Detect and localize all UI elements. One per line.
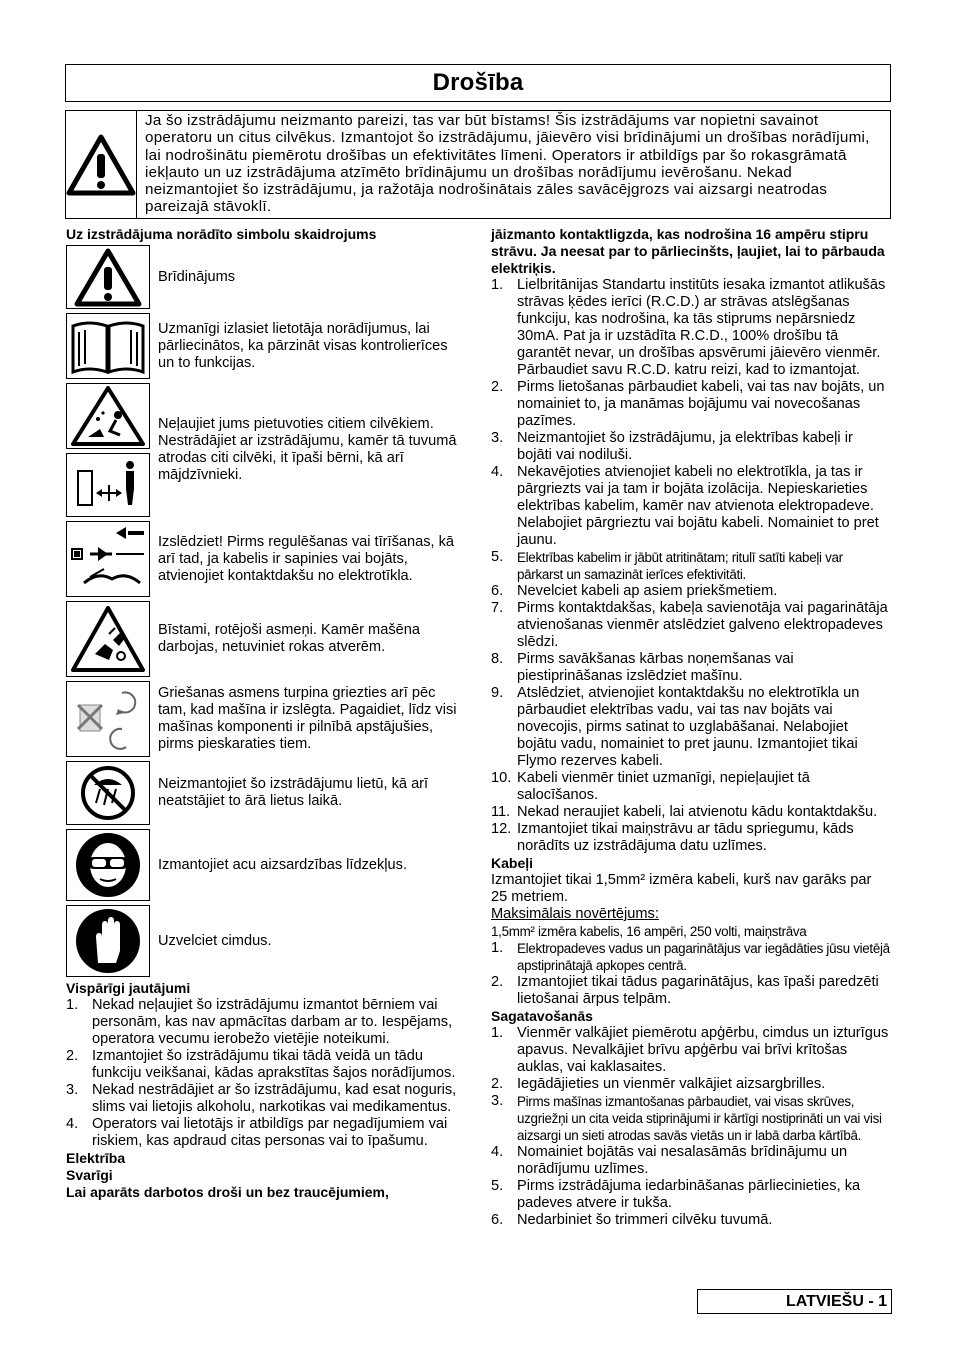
list-item: 3. Neizmantojiet šo izstrādājumu, ja elektrības kabeļi ir bojāti vai nodiluši.: [491, 430, 853, 463]
warning-triangle-icon: [66, 111, 137, 218]
symbol-row: [66, 761, 466, 825]
symbol-text: Griešanas asmens turpina griezties arī pēc tam, kad mašīna ir izslēgta. Pagaidiet, līdz visi mašīnas komponenti ir pilnībā apstājušies, pirms pieskaraties tiem.: [158, 685, 457, 752]
gloves-icon: [66, 905, 150, 977]
symbol-text: Bīstami, rotējoši asmeņi. Kamēr mašēna darbojas, netuviniet rokas atverēm.: [158, 622, 420, 655]
list-item: 10. Kabeli vienmēr tiniet uzmanīgi, nepieļaujiet tā salocīšanos.: [491, 770, 810, 803]
symbol-row: [66, 681, 466, 757]
list-item: 5. Pirms izstrādājuma iedarbināšanas pārliecinieties, ka padeves atvere ir tukša.: [491, 1178, 861, 1211]
preparation-list: [491, 1025, 891, 1229]
important-text-continued: jāizmanto kontaktligzda, kas nodrošina 16 ampēru stipru strāvu. Ja neesat par to pārliecinšts, ļaujiet, lai to pārbauda elektriķis.: [491, 226, 885, 276]
list-item: 4. Nekavējoties atvienojiet kabeli no elektrotīkla, ja tas ir pārgriezts vai ja tam ir bojāta izolācija. Nepieskarieties elektrības kabelim, kamēr nav atvienota elektropadeve. Nelabojiet pārgrieztu vai bojātu kabeli. Nomainiet to pret jaunu.: [491, 464, 879, 548]
important-text: Lai aparāts darbotos droši un bez traucējumiem,: [66, 1184, 389, 1200]
preparation-heading: Sagatavošanās: [491, 1008, 593, 1024]
cables-text: Izmantojiet tikai 1,5mm² izmēra kabeli, kurš nav garāks par 25 metriem.: [491, 872, 872, 905]
list-item: 5. Elektrības kabelim ir jābūt atritinātam; ritulī satīti kabeļi var pārkarst un samazināt ierīces efektivitāti.: [491, 549, 843, 582]
warning-triangle-icon: [66, 245, 150, 309]
general-list: [66, 997, 466, 1150]
symbol-row: [66, 313, 466, 379]
cable-list: [491, 940, 891, 1008]
cables-heading: Kabeļi: [491, 855, 534, 871]
symbol-text: Izmantojiet acu aizsardzības līdzekļus.: [158, 856, 408, 873]
list-item: 1. Vienmēr valkājiet piemērotu apģērbu, cimdus un izturīgus apavus. Nevalkājiet brīvu apģērbu vai brīvi krītošas auklas, vai kaklasaites.: [491, 1025, 889, 1075]
electricity-heading: Elektrība: [66, 1150, 126, 1166]
symbol-row: [66, 383, 466, 517]
list-item: 4. Nomainiet bojātās vai nesalasāmās brīdinājumu un norādījumu uzlīmes.: [491, 1144, 848, 1177]
list-item: 7. Pirms kontaktdakšas, kabeļa savienotāja vai pagarinātāja atvienošanas vienmēr atslēdziet galveno elektropadeves slēdzi.: [491, 600, 888, 650]
list-item: 6. Nevelciet kabeli ap asiem priekšmetiem.: [491, 583, 778, 599]
symbols-heading: Uz izstrādājuma norādīto simbolu skaidrojums: [66, 226, 377, 242]
max-rating-text: 1,5mm² izmēra kabelis, 16 ampēri, 250 volti, maiņstrāva: [491, 924, 807, 939]
left-column: [66, 226, 466, 1201]
list-item: 1. Nekad neļaujiet šo izstrādājumu izmantot bērniem vai personām, kas nav apmācītas darbam ar to. Iespējams, operatora vecumu ierobežo vietējie noteikumi.: [66, 997, 453, 1047]
rotating-blade-icon: [66, 601, 150, 677]
title-box: [65, 64, 891, 102]
page-number-label: LATVIEŠU - 1: [785, 1292, 887, 1310]
page-footer: [697, 1289, 892, 1314]
list-item: 6. Nedarbiniet šo trimmeri cilvēku tuvumā.: [491, 1212, 773, 1228]
list-item: 1. Lielbritānijas Standartu institūts iesaka izmantot atlikušās strāvas ķēdes ierīci (R.C.D.) ar strāvas atslēgšanas funkciju, kas nodrošina, ka tās stiprums nepārsniedz 30mA. Pat ja ir uzstādīta R.C.D., 100% drošību tā garantēt nevar, un drošības apsvērumi jāievēro vienmēr. Pārbaudiet savu R.C.D. katru reizi, kad to izmantojat.: [491, 277, 886, 378]
list-item: 8. Pirms savākšanas kārbas noņemšanas vai piestiprināšanas izslēdziet mašīnu.: [491, 651, 794, 684]
right-column: [491, 226, 891, 1229]
intro-warning-text: Ja šo izstrādājumu neizmanto pareizi, tas var būt bīstams! Šis izstrādājums var nopietni savainot operatoru un citus cilvēkus. Izmantojot šo izstrādājumu, jāievēro visi brīdinājumi un drošības norādījumi, lai nodrošinātu piemērotu drošības un efektivitātes līmeni. Operators ir atbildīgs par šo rokasgrāmatā iekļauto un uz izstrādājuma atzīmēto brīdinājumu un drošības norādījumu ievērošanu. Nekad neizmantojiet šo izstrādājumu, ja ražotāja nodrošinātais zāles savācējgrozs vai aizsargi neatrodas pareizajā stāvoklī.: [145, 112, 870, 216]
electricity-list: [491, 277, 891, 855]
list-item: 2. Iegādājieties un vienmēr valkājiet aizsargbrilles.: [491, 1076, 826, 1092]
symbol-text: Neizmantojiet šo izstrādājumu lietū, kā arī neatstājiet to ārā lietus laikā.: [158, 776, 429, 809]
symbol-text: Brīdinājums: [158, 268, 236, 285]
open-book-icon: [66, 313, 150, 379]
intro-warning-box: [65, 110, 891, 219]
symbol-row: [66, 245, 466, 309]
list-item: 12. Izmantojiet tikai maiņstrāvu ar tādu spriegumu, kāds norādīts uz izstrādājuma datu uzlīmes.: [491, 821, 854, 854]
symbol-text: Uzvelciet cimdus.: [158, 932, 272, 949]
list-item: 3. Nekad nestrādājiet ar šo izstrādājumu, kad esat noguris, slims vai lietojis alkoholu, narkotikas vai medikamentus.: [66, 1082, 457, 1115]
list-item: 1. Elektropadeves vadus un pagarinātājus var iegādāties jūsu vietējā apstiprinātajā apkopes centrā.: [491, 940, 890, 973]
list-item: 11. Nekad neraujiet kabeli, lai atvienotu kādu kontaktdakšu.: [491, 804, 878, 820]
max-rating-label: Maksimālais novērtējums:: [491, 906, 659, 922]
no-rain-icon: [66, 761, 150, 825]
page-title: Drošība: [432, 69, 524, 96]
symbol-row: [66, 521, 466, 597]
list-item: 9. Atslēdziet, atvienojiet kontaktdakšu no elektrotīkla un pārbaudiet elektrības vadu, vai tas nav bojāts vai novecojis, pirms satinat to uzglabāšanai. Nelabojiet bojātu vadu, nomainiet to pret jaunu. Izmantojiet tikai Flymo rezerves kabeli.: [491, 685, 860, 769]
symbol-row: [66, 601, 466, 677]
symbol-text: Uzmanīgi izlasiet lietotāja norādījumus, lai pārliecinātos, ka pārzināt visas kontrolierīces un to funkcijas.: [158, 320, 448, 371]
symbol-row: [66, 829, 466, 901]
thrown-objects-icon: [66, 383, 150, 449]
symbol-text: Izslēdziet! Pirms regulēšanas vai tīrīšanas, kā arī tad, ja kabelis ir sapinies vai bojāts, atvienojiet kontaktdakšu no elektrotīkla.: [158, 533, 455, 584]
list-item: 2. Pirms lietošanas pārbaudiet kabeli, vai tas nav bojāts, un nomainiet to, ja manāmas bojājumu vai novecošanas pazīmes.: [491, 379, 885, 429]
list-item: 2. Izmantojiet tikai tādus pagarinātājus, kas īpaši paredzēti lietošanai ārpus telpām.: [491, 974, 879, 1007]
keep-distance-icon: [66, 453, 150, 517]
list-item: 4. Operators vai lietotājs ir atbildīgs par negadījumiem vai riskiem, kas apdraud citas personas vai to īpašumu.: [66, 1116, 448, 1149]
important-heading: Svarīgi: [66, 1167, 113, 1183]
eye-protection-icon: [66, 829, 150, 901]
general-heading: Vispārīgi jautājumi: [66, 980, 191, 996]
symbol-row: [66, 905, 466, 977]
list-item: 3. Pirms mašīnas izmantošanas pārbaudiet, vai visas skrūves, uzgriežņi un cita veida stiprinājumi ir kārtīgi nostiprināti un vai visi aizsargi un sieti atrodas savās vietās un ir labā darba kārtībā.: [491, 1093, 882, 1143]
unplug-icon: [66, 521, 150, 597]
blade-continues-icon: [66, 681, 150, 757]
symbol-text: Neļaujiet jums pietuvoties citiem cilvēkiem. Nestrādājiet ar izstrādājumu, kamēr tā tuvumā atrodas citi cilvēki, it īpaši bērni, kā arī mājdzīvnieki.: [158, 416, 457, 483]
list-item: 2. Izmantojiet šo izstrādājumu tikai tādā veidā un tādu funkciju veikšanai, kādas aprakstītas šajos norādījumos.: [66, 1048, 456, 1081]
